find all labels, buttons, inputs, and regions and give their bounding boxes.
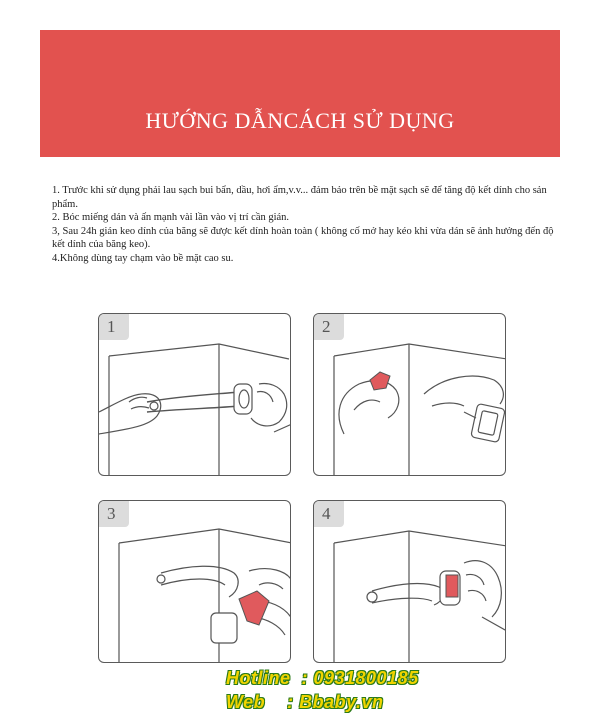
step-3-panel	[98, 500, 291, 663]
step-3-badge	[99, 501, 129, 527]
web-watermark: Web : Bbaby.vn	[226, 692, 384, 712]
step-2-badge	[314, 314, 344, 340]
page-title: HƯỚNG DẪNCÁCH SỬ DỤNG	[145, 108, 455, 133]
step-1-number: 1	[107, 317, 116, 336]
step-1-panel	[98, 313, 291, 476]
step-4-number: 4	[322, 504, 331, 523]
instructions-list	[52, 184, 562, 266]
instruction-1: 1. Trước khi sử dụng phải lau sạch bui bẩn, dầu, hơi ẩm,v.v... đảm bảo trên bề mặt sạch sẽ để tăng độ kết dính cho sản phẩm.	[52, 185, 547, 210]
header-banner	[40, 30, 560, 157]
step-4-panel	[313, 500, 506, 663]
instruction-3: 3, Sau 24h gián keo dính của băng sẽ được kết dính hoàn toàn ( không cố mở hay kéo khi vừa dán sẽ ảnh hưởng đến độ kết dính của băng keo).	[52, 225, 554, 251]
step-4-badge	[314, 501, 344, 527]
instruction-2: 2. Bóc miếng dán và ấn mạnh vài lần vào vị trí cần gián.	[52, 212, 290, 224]
step-3-number: 3	[107, 504, 116, 523]
instruction-4: 4.Không dùng tay chạm vào bề mặt cao su.	[52, 252, 234, 264]
step-2-number: 2	[322, 317, 331, 336]
step-2-panel	[313, 313, 506, 476]
step-1-badge	[99, 314, 129, 340]
hotline-watermark: Hotline : 0931800185	[226, 668, 419, 688]
